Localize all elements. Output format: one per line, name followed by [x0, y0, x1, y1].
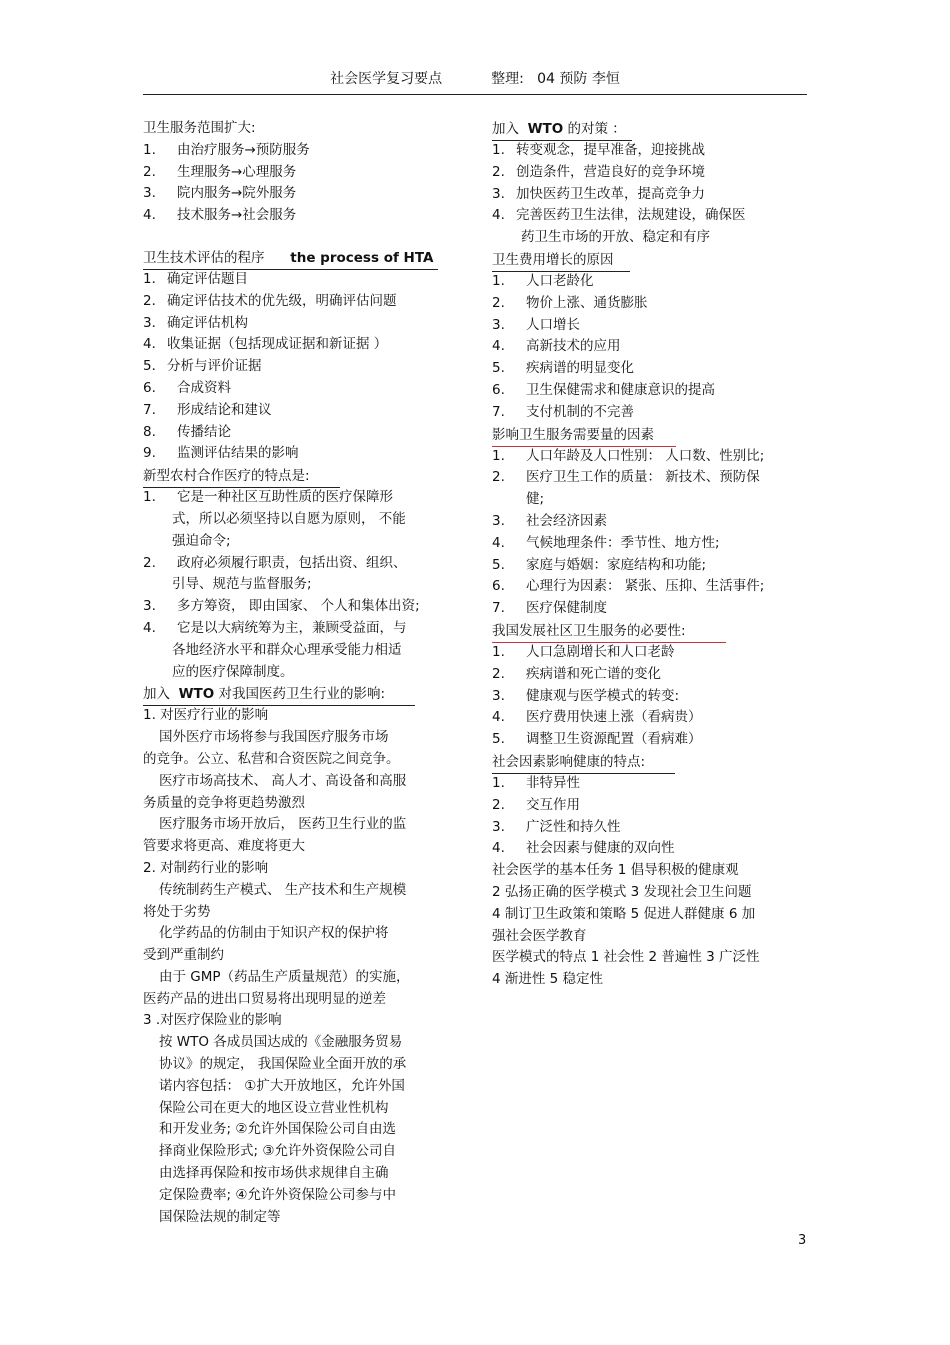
text: WTO	[527, 121, 564, 137]
text: 健康观与医学模式的转变:	[526, 687, 680, 704]
text: 式，所以必须坚持以自愿为原则， 不能	[172, 510, 406, 527]
wto-impact-title	[143, 683, 448, 705]
text: 物价上涨、通货膨胀	[526, 294, 648, 311]
text: 6.	[492, 381, 505, 398]
text: 形成结论和建议	[177, 401, 272, 418]
tasks-line: 2 弘扬正确的医学模式 3 发现社会卫生问题	[492, 883, 752, 900]
text: 由于 GMP（药品生产质量规范）的实施，	[159, 968, 410, 985]
text: 3.	[492, 316, 505, 333]
text: 1．	[143, 270, 166, 287]
cost-title	[492, 249, 812, 271]
text: 医疗市场高技术、 高人才、高设备和高服	[159, 772, 407, 789]
text: 1.	[492, 774, 505, 791]
text: 4.	[492, 338, 505, 355]
list-item	[143, 291, 448, 313]
text: 院内服务→院外服务	[177, 185, 297, 202]
text: 它是以大病统筹为主，兼顾受益面，与	[177, 619, 407, 636]
text: 的对策 ：	[567, 121, 626, 137]
text: 新型农村合作医疗的特点是:	[143, 465, 340, 488]
list-item	[143, 334, 448, 356]
text: 4．	[143, 336, 166, 353]
text: 人口急剧增长和人口老龄	[526, 643, 675, 660]
text: 卫生费用增长的原因	[492, 249, 630, 272]
text: 1.	[492, 142, 505, 158]
text: 社会因素与健康的双向性	[526, 840, 675, 857]
text: 创造条件，营造良好的竞争环境	[516, 163, 705, 180]
text: 影响卫生服务需要量的因素	[492, 424, 676, 447]
scope-title: 卫生服务范围扩大:	[143, 120, 256, 136]
text: 受到严重制约	[143, 947, 224, 964]
list-item	[492, 205, 812, 227]
text: 收集证据（包括现成证据和新证据 ）	[167, 336, 388, 353]
model-line: 医学模式的特点 1 社会性 2 普遍性 3 广泛性	[492, 949, 760, 966]
text: 分析与评价证据	[167, 358, 262, 375]
list-item	[143, 183, 448, 205]
text: 转变观念，提早准备，迎接挑战	[516, 142, 705, 158]
text: 4.	[492, 534, 505, 551]
text: 调整卫生资源配置（看病难）	[526, 731, 702, 748]
list-item	[492, 467, 812, 489]
list-item	[143, 313, 448, 335]
list-item	[143, 162, 448, 184]
text: 化学药品的仿制由于知识产权的保护将	[159, 925, 389, 942]
rural-title	[143, 465, 448, 487]
community-title	[492, 620, 812, 642]
text: 疾病谱的明显变化	[526, 360, 634, 377]
list-item	[143, 422, 448, 444]
list-item	[492, 598, 812, 620]
text: 1.	[143, 489, 156, 506]
text: 2.	[143, 163, 156, 180]
list-item	[492, 511, 812, 533]
text: 1.	[143, 141, 156, 158]
list-item	[492, 555, 812, 577]
text: 高新技术的应用	[526, 338, 621, 355]
text: 1.	[492, 447, 505, 464]
text: 3.	[143, 185, 156, 202]
tasks-line: 社会医学的基本任务 1 倡导积极的健康观	[492, 862, 739, 879]
text: 支付机制的不完善	[526, 403, 634, 420]
text: 合成资料	[177, 379, 231, 396]
list-item	[492, 315, 812, 337]
text: 由选择再保险和按市场供求规律自主确	[159, 1165, 389, 1182]
social-title	[492, 751, 812, 773]
list-item	[492, 729, 812, 751]
text: 3.	[492, 687, 505, 704]
list-item	[492, 533, 812, 555]
text: 各地经济水平和群众心理承受能力相适	[172, 641, 402, 658]
list-item	[492, 140, 812, 162]
text: 2.	[492, 469, 505, 486]
list-item	[143, 443, 448, 465]
text: 对我国医药卫生行业的影响:	[218, 686, 386, 703]
text: 应的医疗保障制度。	[172, 663, 294, 680]
text: 气候地理条件：季节性、地方性;	[526, 534, 720, 551]
text: 的竞争。公立、私营和合资医院之间竞争。	[143, 750, 400, 767]
list-item	[143, 400, 448, 422]
wto-measures-title	[492, 118, 812, 140]
model-line: 4 渐进性 5 稳定性	[492, 971, 604, 988]
list-item	[492, 184, 812, 206]
text: 强迫命令;	[172, 532, 231, 549]
text: 5.	[492, 360, 505, 377]
text: 4.	[143, 619, 156, 636]
list-item	[492, 271, 812, 293]
list-item	[492, 576, 812, 598]
text: 传播结论	[177, 423, 231, 440]
text: 心理行为因素： 紧张、压抑、生活事件;	[526, 578, 765, 595]
text: 和开发业务; ②允许外国保险公司自由选	[159, 1121, 396, 1138]
list-item	[492, 795, 812, 817]
text: 疾病谱和死亡谱的变化	[526, 665, 661, 682]
text: 3.	[143, 598, 156, 615]
list-item	[492, 162, 812, 184]
text: 定保险费率; ④允许外资保险公司参与中	[159, 1186, 396, 1203]
text: 我国发展社区卫生服务的必要性:	[492, 620, 726, 643]
text: 确定评估技术的优先级，明确评估问题	[167, 292, 397, 309]
header-author-label: 整理:	[491, 71, 524, 87]
text: 1.	[492, 643, 505, 660]
text: 5.	[492, 556, 505, 573]
text: 传统制药生产模式、 生产技术和生产规模	[159, 881, 407, 898]
text: 医疗保健制度	[526, 600, 607, 617]
text: 5.	[492, 731, 505, 748]
list-item	[492, 707, 812, 729]
list-item	[143, 487, 448, 509]
text: 卫生保健需求和健康意识的提高	[526, 381, 715, 398]
text: 药卫生市场的开放、稳定和有序	[521, 229, 710, 246]
text: 国保险法规的制定等	[159, 1208, 281, 1225]
text: 3.	[492, 512, 505, 529]
list-item	[143, 378, 448, 400]
text: 6.	[143, 379, 156, 396]
list-item	[143, 596, 448, 618]
text: 生理服务→心理服务	[177, 163, 297, 180]
text: 完善医药卫生法律，法规建设，确保医	[516, 207, 746, 224]
list-item	[143, 140, 448, 162]
need-title	[492, 424, 812, 446]
tasks-line: 4 制订卫生政策和策略 5 促进人群健康 6 加	[492, 905, 756, 922]
text: 3.	[492, 185, 505, 202]
text: 协议》的规定， 我国保险业全面开放的承	[159, 1056, 407, 1073]
list-item	[492, 664, 812, 686]
text: 多方筹资， 即由国家、 个人和集体出资;	[177, 598, 420, 615]
text: 它是一种社区互助性质的医疗保障形	[177, 489, 393, 506]
text: 人口老龄化	[526, 272, 594, 289]
text: 国外医疗市场将参与我国医疗服务市场	[159, 729, 389, 746]
text: 将处于劣势	[143, 903, 211, 920]
text: 医疗卫生工作的质量： 新技术、预防保	[526, 469, 760, 486]
text: 加入	[492, 121, 519, 137]
header-author: 04 预防 李恒	[537, 71, 620, 87]
text: 医疗服务市场开放后， 医药卫生行业的监	[159, 816, 407, 833]
text: 3 .对医疗保险业的影响	[143, 1012, 282, 1029]
text: 非特异性	[526, 774, 580, 791]
list-item	[492, 402, 812, 424]
text: 2.	[492, 796, 505, 813]
text: 5．	[143, 358, 166, 375]
text: 医疗费用快速上涨（看病贵）	[526, 709, 702, 726]
text: 择商业保险形式; ③允许外资保险公司自	[159, 1143, 396, 1160]
text: 4.	[492, 840, 505, 857]
text: 2. 对制药行业的影响	[143, 859, 269, 876]
text: 7.	[492, 403, 505, 420]
text: 2.	[143, 554, 156, 571]
text: 4.	[492, 709, 505, 726]
text: 7.	[143, 401, 156, 418]
list-item	[143, 356, 448, 378]
list-item	[492, 446, 812, 468]
text: 医药产品的进出口贸易将出现明显的逆差	[143, 990, 386, 1007]
page-number: 3	[798, 1233, 807, 1248]
list-item	[143, 205, 448, 227]
list-item	[492, 336, 812, 358]
text: 人口年龄及人口性别： 人口数、性别比;	[526, 447, 765, 464]
text: 政府必须履行职责，包括出资、组织、	[177, 554, 407, 571]
list-item	[143, 618, 448, 640]
list-item	[143, 553, 448, 575]
text: 诺内容包括： ①扩大开放地区，允许外国	[159, 1077, 405, 1094]
text: 3．	[143, 314, 166, 331]
text: 交互作用	[526, 796, 580, 813]
header-title: 社会医学复习要点	[330, 71, 443, 87]
text: 技术服务→社会服务	[177, 207, 297, 224]
text: 1.	[492, 272, 505, 289]
text: 人口增长	[526, 316, 580, 333]
text: 4.	[492, 207, 505, 224]
page-header	[143, 68, 807, 95]
text: WTO	[178, 686, 215, 703]
text: 保险公司在更大的地区设立营业性机构	[159, 1099, 389, 1116]
text: 家庭与婚姻：家庭结构和功能;	[526, 556, 707, 573]
text: 监测评估结果的影响	[177, 445, 299, 462]
text: 务质量的竞争将更趋势激烈	[143, 794, 305, 811]
text: 加快医药卫生改革，提高竞争力	[516, 185, 705, 202]
text: 社会经济因素	[526, 512, 607, 529]
text: 加入	[143, 686, 170, 703]
text: 6.	[492, 578, 505, 595]
hta-title	[143, 247, 448, 269]
text: 确定评估题目	[167, 270, 248, 287]
right-column	[492, 118, 812, 991]
list-item	[492, 773, 812, 795]
text: 引导、规范与监督服务;	[172, 576, 312, 593]
text: 4.	[143, 207, 156, 224]
left-column	[143, 118, 448, 1228]
text: 3.	[492, 818, 505, 835]
list-item	[492, 838, 812, 860]
text: 确定评估机构	[167, 314, 248, 331]
text: 健;	[526, 491, 545, 508]
list-item	[492, 642, 812, 664]
list-item	[492, 686, 812, 708]
text: 管要求将更高、难度将更大	[143, 838, 305, 855]
text: 7.	[492, 600, 505, 617]
text: 广泛性和持久性	[526, 818, 621, 835]
text: 2．	[143, 292, 166, 309]
text: 2.	[492, 665, 505, 682]
list-item	[143, 269, 448, 291]
text: 1. 对医疗行业的影响	[143, 707, 269, 724]
list-item	[492, 358, 812, 380]
text: 8.	[143, 423, 156, 440]
text: 卫生技术评估的程序	[143, 249, 265, 266]
text: 社会因素影响健康的特点:	[492, 751, 675, 774]
tasks-line: 强社会医学教育	[492, 927, 587, 944]
list-item	[492, 380, 812, 402]
list-item	[492, 817, 812, 839]
text: 2.	[492, 163, 505, 180]
text: the process of HTA	[290, 249, 434, 266]
list-item	[492, 293, 812, 315]
text: 按 WTO 各成员国达成的《金融服务贸易	[159, 1034, 403, 1051]
text: 由治疗服务→预防服务	[177, 141, 310, 158]
text: 9.	[143, 445, 156, 462]
text: 2.	[492, 294, 505, 311]
